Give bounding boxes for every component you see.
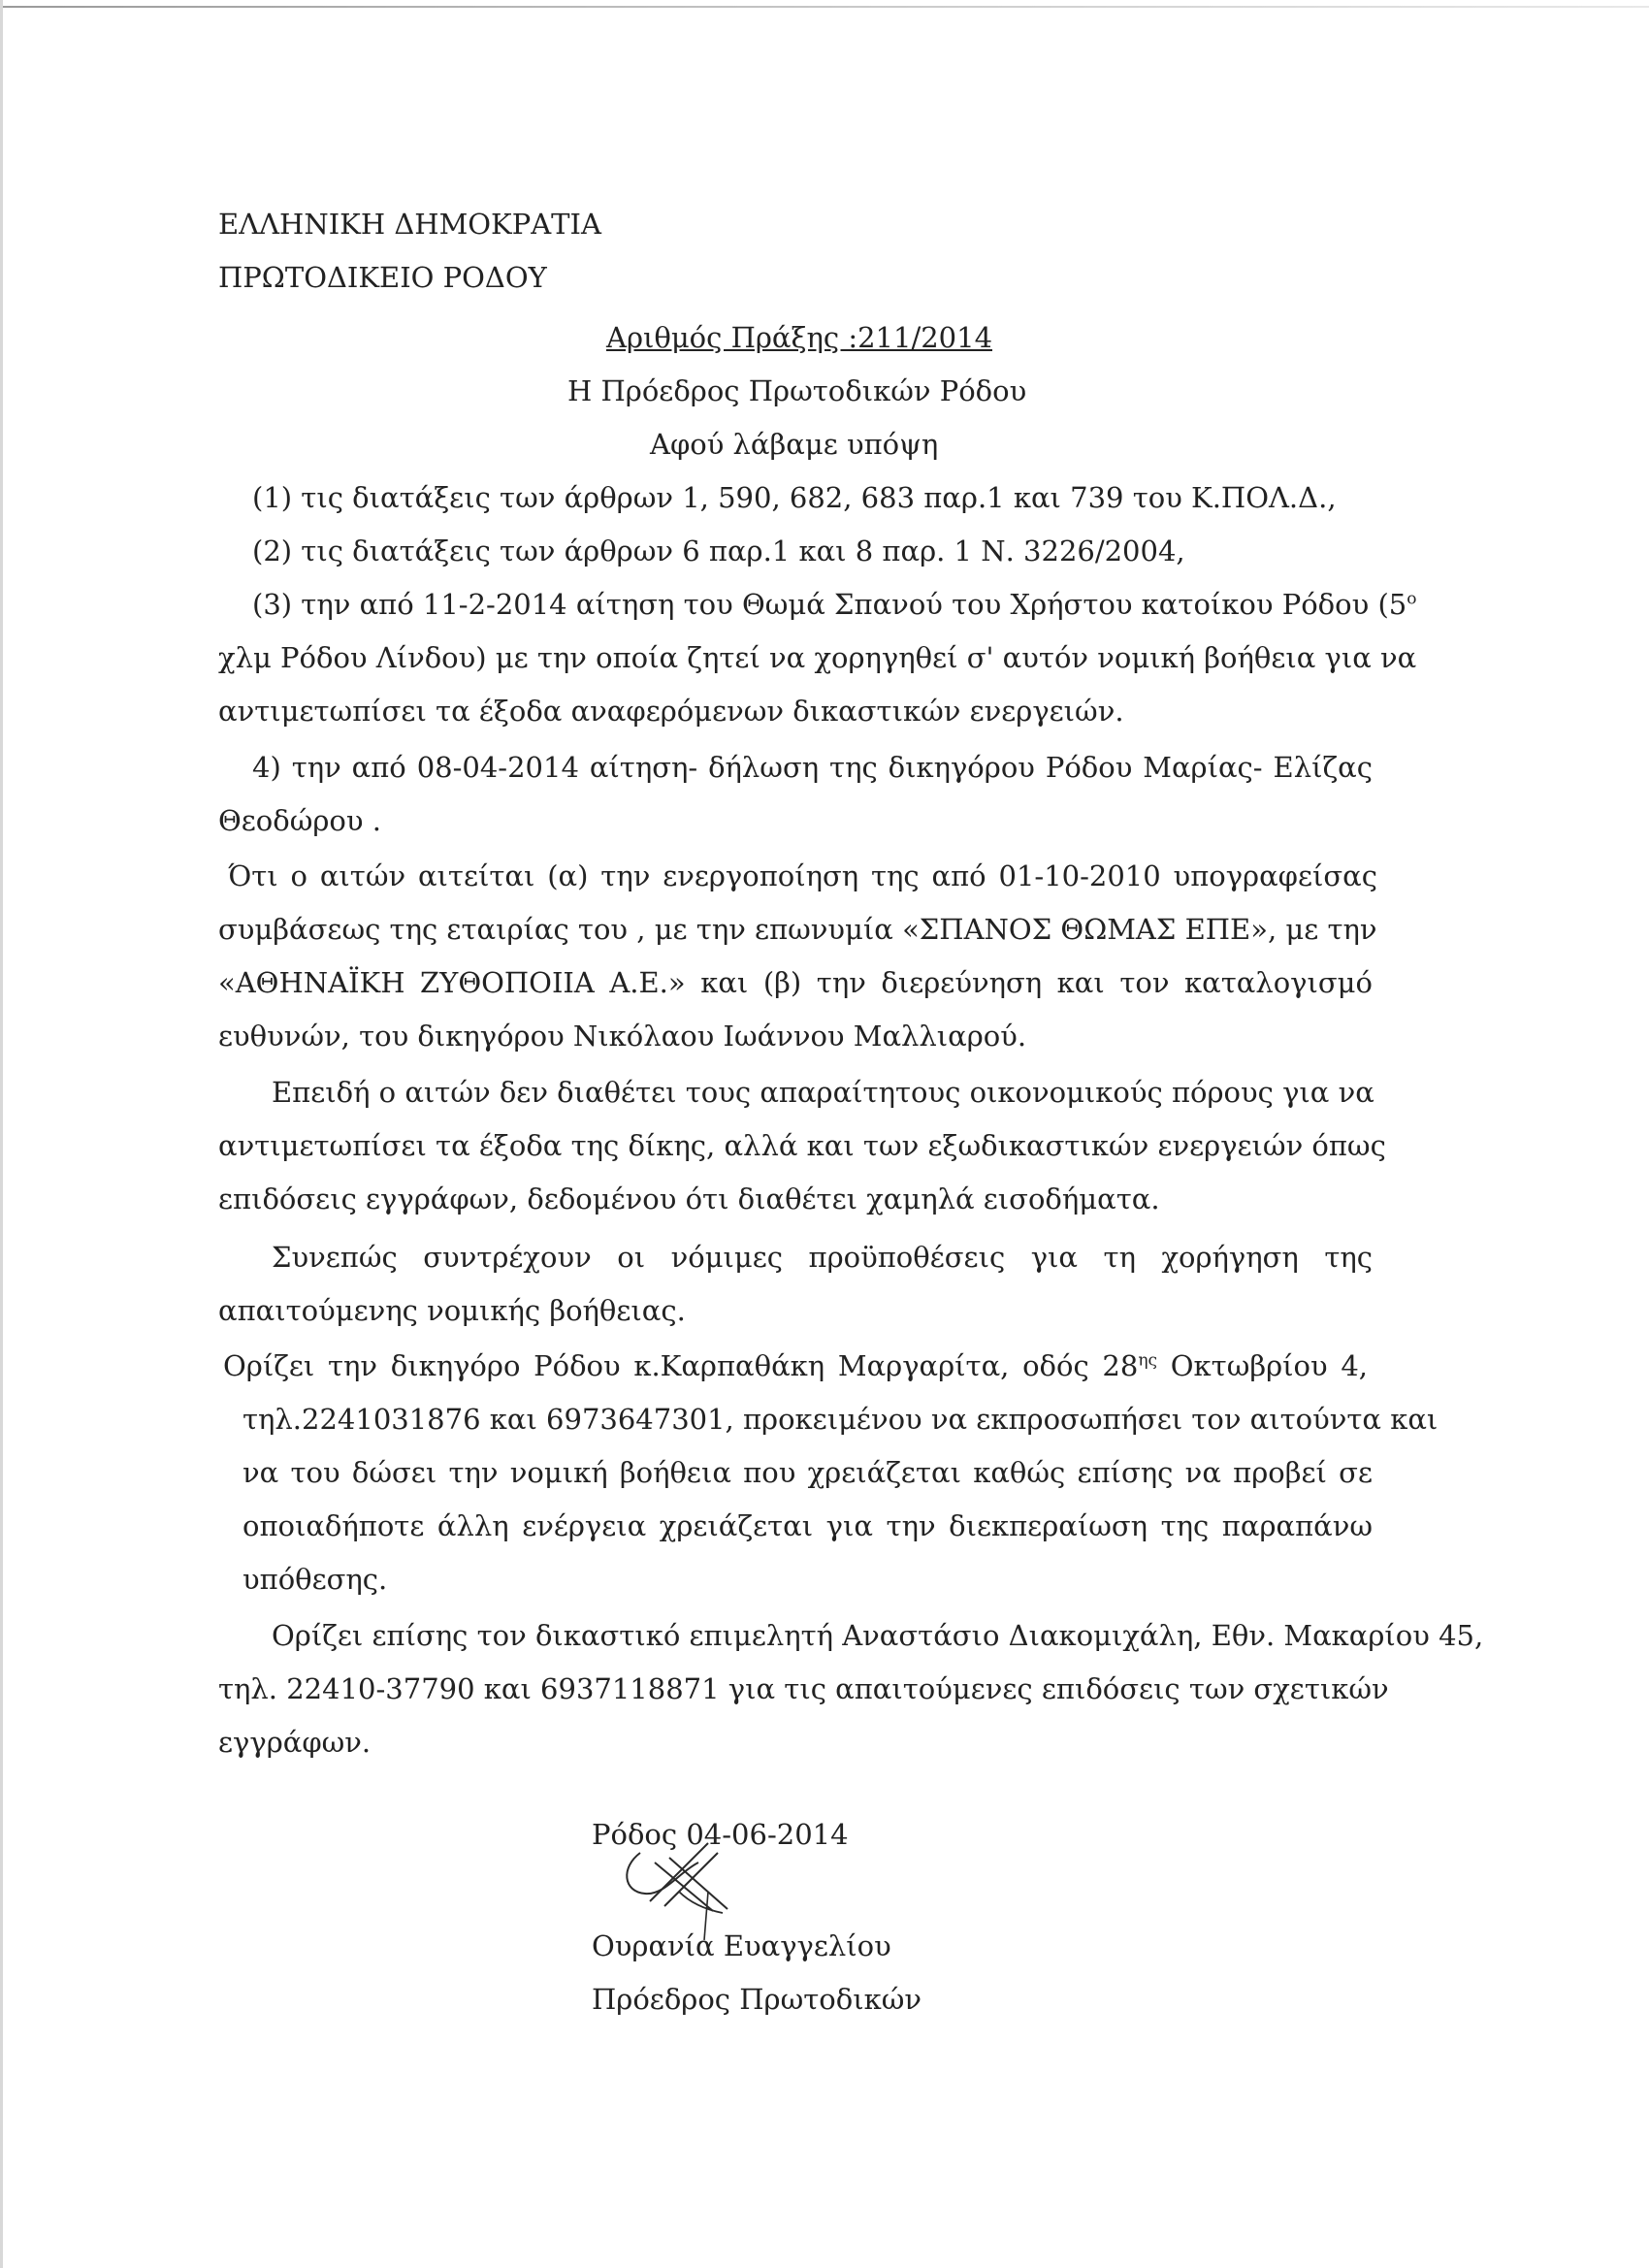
appoint-lawyer-line-1: Ορίζει την δικηγόρο Ρόδου κ.Καρπαθάκη Μαργαρίτα, οδός $28^{\eta\varsigma}$ Οκτωβρίου 4, (223, 1349, 1368, 1382)
act-considering: Αφού λάβαμε υπόψη (650, 428, 939, 461)
signature-place-date: Ρόδος 04-06-2014 (592, 1818, 849, 1851)
scan-top-edge (0, 6, 1649, 8)
signature-title: Πρόεδρος Πρωτοδικών (592, 1983, 922, 2016)
act-number: Αριθμός Πράξης :211/2014 (606, 321, 993, 354)
header-court: ΠΡΩΤΟΔΙΚΕΙΟ ΡΟΔΟΥ (218, 261, 547, 294)
conclusion-line-1: Συνεπώς συντρέχουν οι νόμιμες προϋποθέσεις για τη χορήγηση της (272, 1241, 1373, 1274)
consideration-4-line-1: 4) την από 08-04-2014 αίτηση- δήλωση της δικηγόρου Ρόδου Μαρίας- Ελίζας (252, 751, 1373, 784)
consideration-4-line-2: Θεοδώρου . (218, 804, 381, 837)
appoint-bailiff-line-3: εγγράφων. (218, 1726, 372, 1759)
conclusion-line-2: απαιτούμενης νομικής βοήθειας. (218, 1294, 686, 1327)
reasoning-line-1: Επειδή ο αιτών δεν διαθέτει τους απαραίτητους οικονομικούς πόρους για να (272, 1076, 1374, 1109)
request-line-4: ευθυνών, του δικηγόρου Νικόλαου Ιωάννου Μαλλιαρού. (218, 1020, 1027, 1053)
consideration-3-line-3: αντιμετωπίσει τα έξοδα αναφερόμενων δικαστικών ενεργειών. (218, 695, 1124, 728)
request-line-2: συμβάσεως της εταιρίας του , με την επωνυμία «ΣΠΑΝΟΣ ΘΩΜΑΣ ΕΠΕ», με την (218, 913, 1377, 946)
appoint-bailiff-line-2: τηλ. 22410-37790 και 6937118871 για τις απαιτούμενες επιδόσεις των σχετικών (218, 1672, 1389, 1705)
appoint-lawyer-line-3: να του δώσει την νομική βοήθεια που χρειάζεται καθώς επίσης να προβεί σε (242, 1456, 1373, 1489)
request-line-3: «ΑΘΗΝΑΪΚΗ ΖΥΘΟΠΟΙΙΑ Α.Ε.» και (β) την διερεύνηση και τον καταλογισμό (218, 966, 1373, 999)
request-line-1: Ότι ο αιτών αιτείται (α) την ενεργοποίηση της από 01-10-2010 υπογραφείσας (228, 859, 1377, 892)
consideration-1: (1) τις διατάξεις των άρθρων 1, 590, 682, 683 παρ.1 και 739 του Κ.ΠΟΛ.Δ., (252, 481, 1337, 514)
consideration-2: (2) τις διατάξεις των άρθρων 6 παρ.1 και 8 παρ. 1 Ν. 3226/2004, (252, 535, 1185, 567)
reasoning-line-2: αντιμετωπίσει τα έξοδα της δίκης, αλλά και των εξωδικαστικών ενεργειών όπως (218, 1129, 1386, 1162)
appoint-lawyer-line-5: υπόθεσης. (242, 1563, 388, 1596)
reasoning-line-3: επιδόσεις εγγράφων, δεδομένου ότι διαθέτει χαμηλά εισοδήματα. (218, 1183, 1160, 1215)
act-issuer: Η Πρόεδρος Πρωτοδικών Ρόδου (567, 374, 1027, 407)
appoint-lawyer-line-2: τηλ.2241031876 και 6973647301, προκειμένου να εκπροσωπήσει τον αιτούντα και (242, 1403, 1439, 1436)
appoint-bailiff-line-1: Ορίζει επίσης τον δικαστικό επιμελητή Αναστάσιο Διακομιχάλη, Εθν. Μακαρίου 45, (272, 1619, 1484, 1652)
header-country: ΕΛΛΗΝΙΚΗ ΔΗΜΟΚΡΑΤΙΑ (218, 208, 601, 241)
appoint-lawyer-line-4: οποιαδήποτε άλλη ενέργεια χρειάζεται για την διεκπεραίωση της παραπάνω (242, 1509, 1373, 1542)
handwritten-signature (611, 1833, 757, 1950)
scan-left-edge (0, 0, 3, 2268)
consideration-3-line-1: (3) την από 11-2-2014 αίτηση του Θωμά Σπανού του Χρήστου κατοίκου Ρόδου ($5^o$ (252, 588, 1417, 621)
signature-name: Ουρανία Ευαγγελίου (592, 1929, 891, 1962)
consideration-3-line-2: χλμ Ρόδου Λίνδου) με την οποία ζητεί να χορηγηθεί σ' αυτόν νομική βοήθεια για να (218, 641, 1417, 674)
